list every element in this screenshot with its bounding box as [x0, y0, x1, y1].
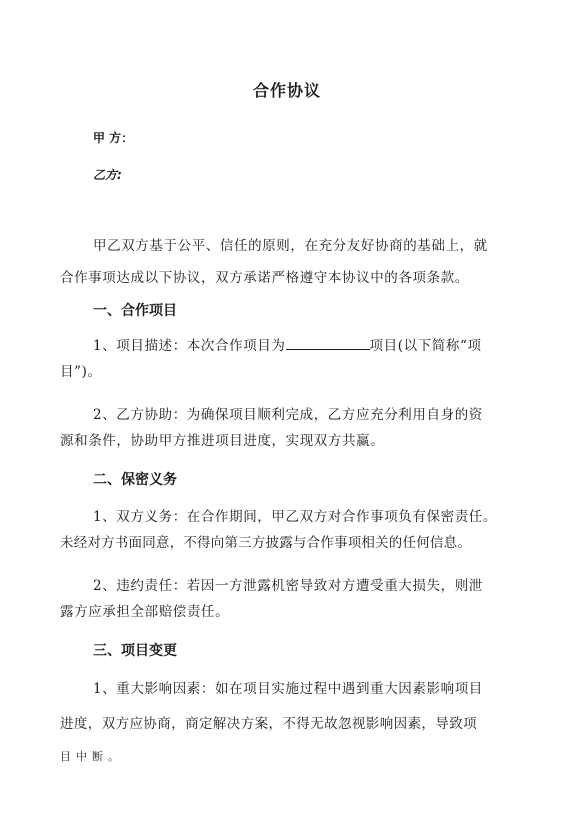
section1-item2-line2: 源和条件，协助甲方推进项目进度，实现双方共赢。	[60, 433, 385, 449]
section-heading-confidentiality: 二、保密义务	[93, 472, 177, 488]
section2-item1-line2: 未经对方书面同意，不得向第三方披露与合作事项相关的任何信息。	[60, 535, 471, 551]
fill-in-blank	[286, 337, 370, 350]
section1-item1-line1	[93, 334, 482, 354]
document-title: 合作协议	[252, 81, 321, 100]
section2-item1-line1: 1、双方义务：在合作期间，甲乙双方对合作事项负有保密责任。	[93, 509, 497, 525]
section1-item1-text-after: 项目(以下简称“项	[369, 338, 482, 354]
section2-item2-line2: 露方应承担全部赔偿责任。	[60, 604, 230, 620]
section3-item1-line2: 进度，双方应协商，商定解决方案，不得无故忽视影响因素，导致项	[60, 716, 477, 732]
party-b-label: 乙方:	[93, 168, 122, 182]
section1-item1-line2: 目”)。	[60, 364, 102, 380]
intro-line-1: 甲乙双方基于公平、信任的原则，在充分友好协商的基础上，就	[93, 238, 488, 254]
intro-line-2: 合作事项达成以下协议，双方承诺严格遵守本协议中的各项条款。	[60, 270, 469, 286]
section2-item2-line1: 2、违约责任：若因一方泄露机密导致对方遭受重大损失，则泄	[93, 578, 483, 594]
section-heading-cooperation-project: 一、合作项目	[93, 303, 177, 319]
section1-item2-line1: 2、乙方协助：为确保项目顺利完成，乙方应充分利用自身的资	[93, 407, 483, 423]
section-heading-project-change: 三、项目变更	[93, 643, 177, 659]
party-a-label: 甲 方：	[93, 131, 134, 145]
section1-item1-text-before: 1、项目描述：本次合作项目为	[93, 338, 286, 354]
section3-item1-line3: 目中断。	[60, 750, 124, 763]
section3-item1-line1: 1、重大影响因素：如在项目实施过程中遇到重大因素影响项目	[93, 681, 483, 697]
